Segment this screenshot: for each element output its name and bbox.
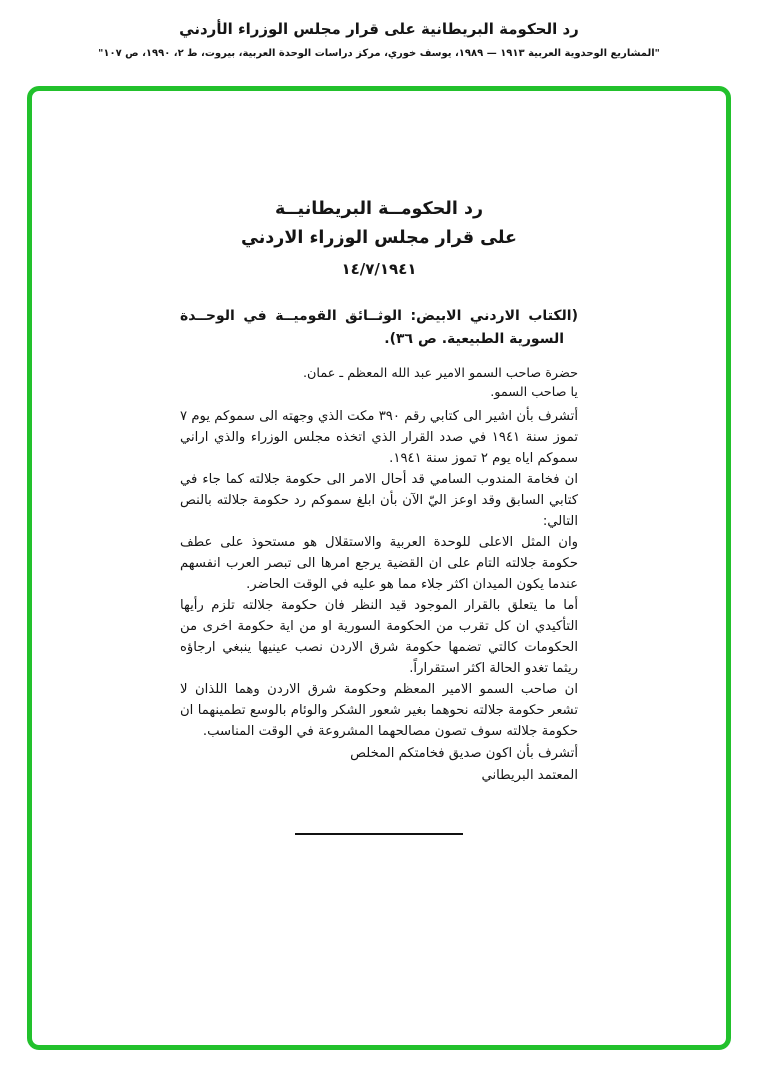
body-paragraph-4: أما ما يتعلق بالقرار الموجود قيد النظر فان حكومة جلالته تلزم رأيها التأكيدي ان كل تقرب من الحكومة السورية او من اية حكومة اخرى من الحكومات كالتي تضمها حكومة شرق الاردن نصب عينيها ينبغي ارجاؤه ريثما تغدو الحالة اكثر استقراراً. xyxy=(180,598,578,676)
body-paragraph-5: ان صاحب السمو الامير المعظم وحكومة شرق الاردن وهما اللذان لا تشعر حكومة جلالته نحوهما بغير شعور الشكر والوئام بالوسع تطمينهما ان حكومة جلالته سوف تصون مصالحهما المشروعة في الوقت المناسب. xyxy=(180,682,578,739)
page-header-title: رد الحكومة البريطانية على قرار مجلس الوزراء الأردني xyxy=(179,20,579,38)
page-header-citation: "المشاريع الوحدوية العربية ١٩١٣ — ١٩٨٩، يوسف خوري، مركز دراسات الوحدة العربية، بيروت، ط ٢، ١٩٩٠، ص ١٠٧" xyxy=(98,48,660,59)
document-date: ١٤/٧/١٩٤١ xyxy=(341,260,417,278)
document-title-line2: على قرار مجلس الوزراء الاردني xyxy=(241,228,517,248)
signature-divider xyxy=(295,833,463,835)
signature: المعتمد البريطاني xyxy=(481,768,578,783)
salutation-block xyxy=(180,364,578,402)
salutation-greeting: يا صاحب السمو. xyxy=(490,385,578,400)
letter-body xyxy=(180,406,578,742)
document-frame xyxy=(27,86,731,1050)
page-header xyxy=(0,0,758,59)
closing-block xyxy=(180,743,578,787)
source-note: (الكتاب الاردني الابيض: الوثــائق القوميــة في الوحــدة السورية الطبيعية. ص ٣٦). xyxy=(180,308,578,347)
document-title-line1: رد الحكومــة البريطانيــة xyxy=(274,199,484,219)
body-paragraph-2: ان فخامة المندوب السامي قد أحال الامر الى حكومة جلالته كما جاء في كتابي السابق وقد اوعز اليّ الآن بأن ابلغ سموكم رد حكومة جلالته بالنص التالي: xyxy=(180,472,578,529)
document-title xyxy=(180,195,578,284)
document-body xyxy=(180,195,578,835)
body-paragraph-1: أتشرف بأن اشير الى كتابي رقم ٣٩٠ مكت الذي وجهته الى سموكم يوم ٧ تموز سنة ١٩٤١ في صدد القرار الذي اتخذه مجلس الوزراء والذي اراني سموكم اياه يوم ٢ تموز سنة ١٩٤١. xyxy=(180,409,578,466)
salutation-addressee: حضرة صاحب السمو الامير عبد الله المعظم ـ عمان. xyxy=(302,366,578,381)
closing-phrase: أتشرف بأن اكون صديق فخامتكم المخلص xyxy=(350,746,578,761)
body-paragraph-3: وان المثل الاعلى للوحدة العربية والاستقلال هو مستحوذ على عطف حكومة جلالته التام على ان القضية يرجع امرها الى تبصر العرب انفسهم عندما يكون الميدان اكثر جلاء مما هو عليه في الوقت الحاضر. xyxy=(180,535,578,592)
